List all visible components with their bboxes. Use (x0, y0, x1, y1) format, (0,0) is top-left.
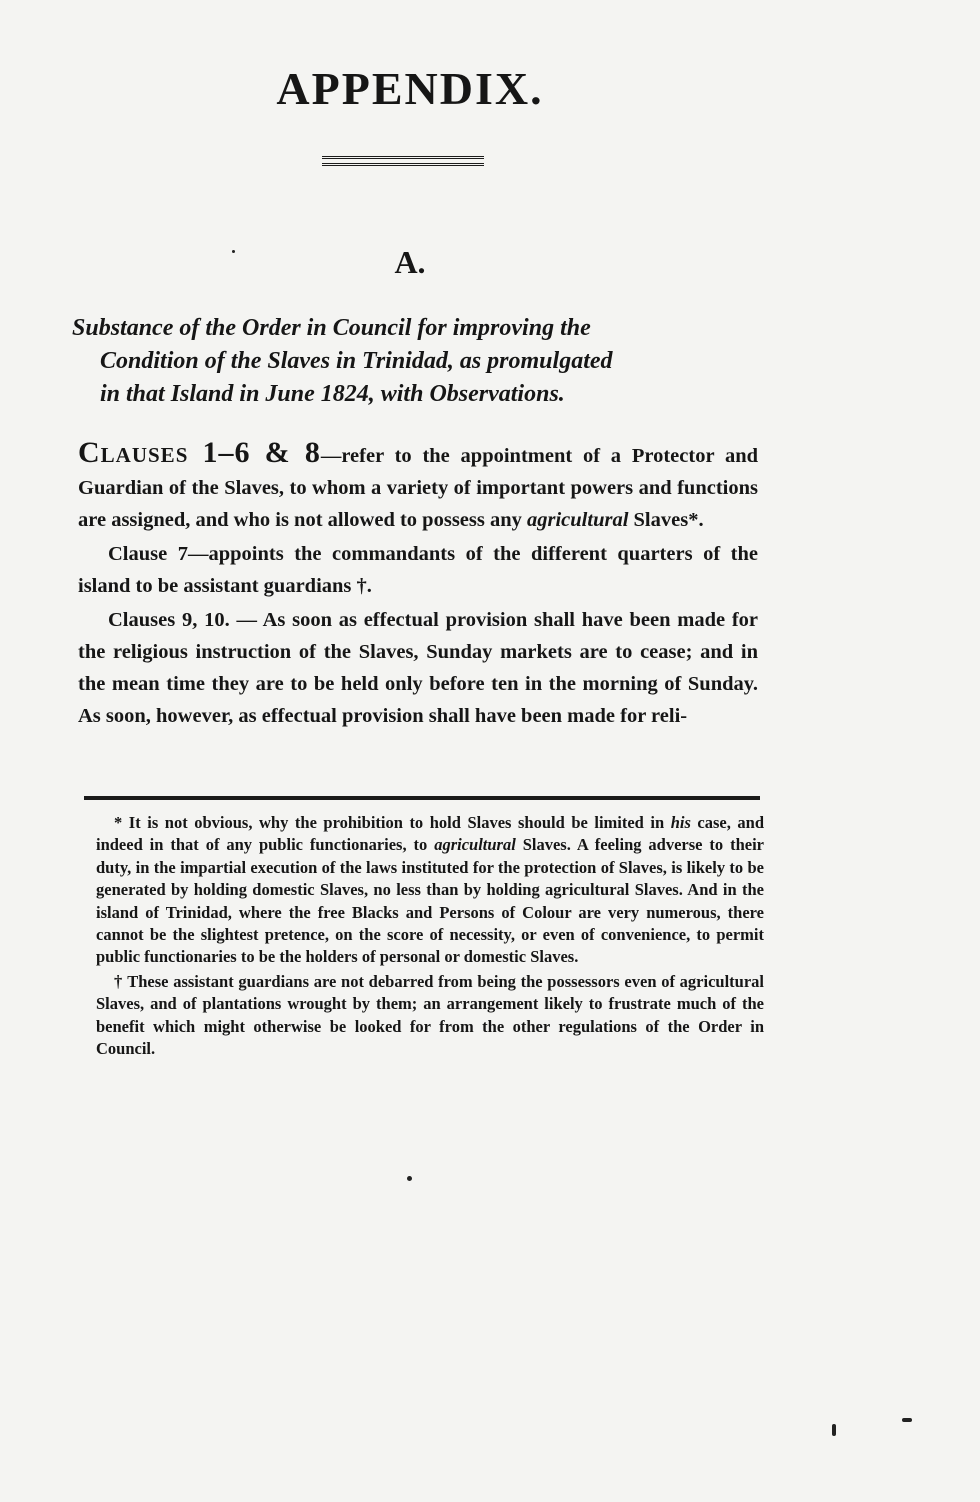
subtitle-line: Condition of the Slaves in Trinidad, as promulgated (100, 348, 613, 374)
footnote-rule (84, 796, 760, 800)
paragraph-text: —refer to the appointment of a Protector and Guardian of the Slaves, to whom a variety of important powers and functions are assigned, and who is not allowed to possess any (78, 445, 758, 531)
footnote-dagger: † These assistant guardians are not debarred from being the possessors even of agricultural Slaves, and of plantations wrought by them; an arrangement likely to frustrate much of the benefit which might otherwise be looked for from the other regulations of the Order in Council. (96, 971, 764, 1059)
emphasis-text: agricultural (527, 509, 629, 531)
footnote-text: * It is not obvious, why the prohibition to hold Slaves should be limited in (114, 813, 671, 832)
footnote-text: case, and indeed in that of any public functionaries, to (96, 813, 764, 855)
subtitle-line: Substance of the Order in Council for improving the (72, 315, 591, 341)
footnotes (96, 812, 764, 1062)
main-text (78, 437, 758, 734)
footnote-emphasis: agricultural (434, 835, 516, 855)
subtitle-line: in that Island in June 1824, with Observations. (100, 381, 565, 407)
paragraph-clauses-9-10: Clauses 9, 10. — As soon as effectual provision shall have been made for the religious instruction of the Slaves, Sunday markets are to cease; and in the mean time they are to be held only before ten in the morning of Sunday. As soon, however, as effectual provision shall have been made for reli- (78, 609, 758, 727)
paragraph-clauses-1-8 (78, 437, 758, 536)
scan-speck (232, 250, 235, 253)
section-letter: A. (394, 244, 426, 280)
section-subtitle (72, 312, 762, 411)
scan-speck (407, 1176, 412, 1181)
footnote-asterisk (96, 812, 764, 969)
decorative-double-rule (322, 156, 484, 166)
footnote-emphasis: his (670, 813, 691, 832)
appendix-heading: APPENDIX. (276, 63, 544, 114)
paragraph-clause-7: Clause 7—appoints the commandants of the different quarters of the island to be assistant guardians †. (78, 543, 758, 597)
footnote-text: Slaves. A feeling adverse to their duty, in the impartial execution of the laws instituted for the protection of Slaves, is likely to be generated by holding domestic Slaves, no less than by holding agricultural Slaves. And in the island of Trinidad, where the free Blacks and Persons of Colour are very numerous, there cannot be the slightest pretence, on the score of necessity, or even of convenience, to permit public functionaries to be the holders of personal or domestic Slaves. (96, 835, 764, 967)
scan-speck (902, 1418, 912, 1422)
scan-speck (832, 1424, 836, 1436)
paragraph-tail: Slaves*. (628, 509, 704, 531)
clause-lead: Clauses 1–6 & 8 (78, 436, 321, 469)
